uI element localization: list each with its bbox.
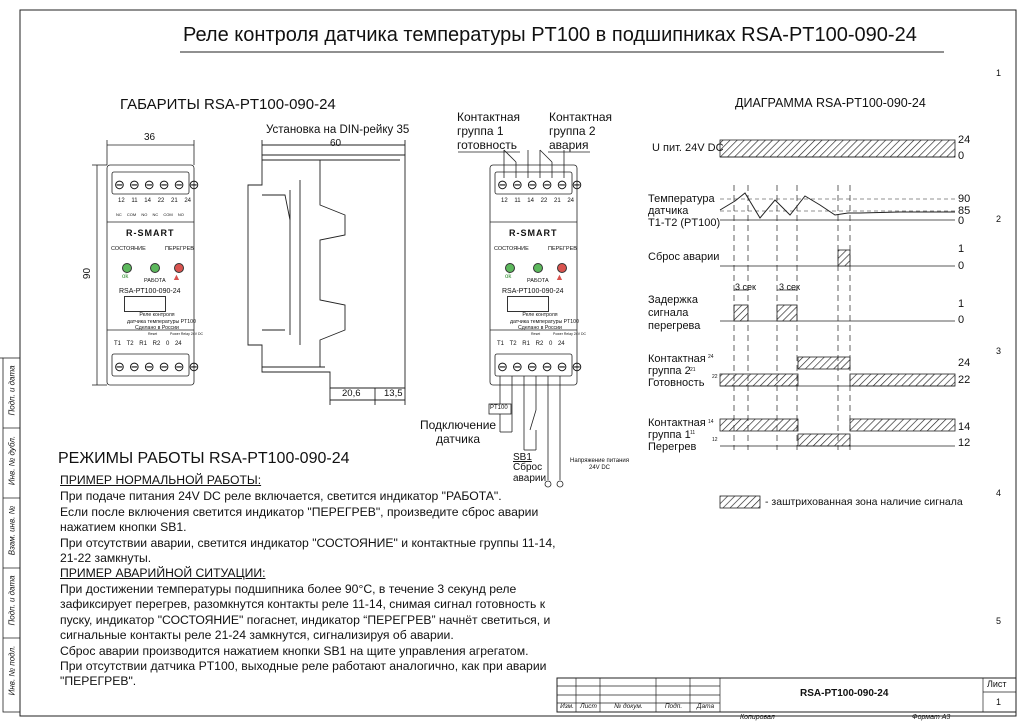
side-label: Подп. и дата	[7, 365, 17, 416]
alarm-line: зафиксирует перегрев, разомкнутся контакты реле 11-14, снимая сигнал готовность к	[60, 597, 546, 611]
reset-button-label	[513, 462, 546, 484]
cg2-contact-24: 24	[708, 354, 714, 360]
normal-line: Если после включения светится индикатор "ПЕРЕГРЕВ", произведите сброс аварии	[60, 505, 539, 519]
terminal-label: 21	[553, 198, 561, 204]
label-line: Контактная	[648, 353, 706, 365]
ok-icon: ok	[122, 274, 129, 280]
label-line: Контактная	[549, 110, 613, 124]
work-led-icon	[533, 263, 543, 273]
cg1-contact-14: 14	[708, 419, 714, 425]
reset-level-1: 1	[958, 243, 965, 255]
warning-icon: ▲	[172, 272, 181, 282]
col-label: Дата	[696, 703, 715, 710]
side-label: Взам. инв. №	[7, 505, 17, 556]
terminal-label: 0	[548, 341, 553, 347]
device-display	[124, 296, 166, 312]
cg1-contact-12: 12	[712, 437, 718, 443]
terminal-sub: NO	[141, 212, 148, 217]
label-line: Сброс	[513, 462, 543, 473]
terminal-label: 24	[557, 341, 565, 347]
alarm-line: "ПЕРЕГРЕВ".	[60, 674, 137, 688]
warning-icon: ▲	[555, 272, 564, 282]
format-label: Формат А3	[912, 714, 951, 721]
label-line: датчика	[648, 205, 689, 217]
desc-line: Сделано в России	[135, 325, 179, 331]
terminal-label: 24	[567, 198, 575, 204]
temperature-label	[648, 193, 720, 229]
alarm-line: пуску, индикатор "СОСТОЯНИЕ" погаснет, индикатор “ПЕРЕГРЕВ” начнёт светиться, и	[60, 613, 551, 627]
sensor-label	[420, 418, 496, 446]
supply-label: U пит. 24V DC	[652, 142, 724, 154]
terminal-label: R1	[139, 341, 147, 347]
work-led-icon	[150, 263, 160, 273]
label-line: сигнала	[648, 307, 689, 319]
sheet-title: Реле контроля датчика температуры PT100 в подшипниках RSA-PT100-090-24	[183, 24, 917, 46]
device-display	[507, 296, 549, 312]
ok-icon: ok	[505, 274, 512, 280]
device-description	[510, 312, 579, 332]
device-description	[127, 312, 196, 332]
power-label	[570, 458, 629, 472]
cg1-label	[648, 417, 706, 453]
terminal-label: 11	[131, 198, 138, 204]
terminal-sub: NO	[177, 212, 184, 217]
temp-level-85: 85	[958, 205, 971, 217]
zone-number: 5	[996, 616, 1002, 626]
terminal-label: T1	[497, 341, 505, 347]
delay-mark-1: 3 сек	[735, 282, 756, 292]
status-label: СОСТОЯНИЕ	[494, 246, 529, 252]
terminal-label: 14	[527, 198, 534, 204]
delay-mark-2: 3 сек	[779, 282, 800, 292]
alarm-line: сигнальные контакты реле 21-24 замкнутся, сигнализируя об аварии.	[60, 628, 454, 642]
temp-level-0: 0	[958, 215, 965, 227]
label-line: 24V DC	[588, 465, 610, 471]
wiring-terminals	[545, 481, 563, 487]
supply-level-0: 0	[958, 150, 965, 162]
cg2-contact-21: 21	[690, 367, 696, 373]
sb1-label: SB1	[513, 452, 532, 463]
desc-line: Сделано в России	[518, 325, 562, 331]
overheat-label: ПЕРЕГРЕВ	[548, 246, 577, 252]
terminal-screws-bottom: ⊖⊖⊖⊖⊖⊖	[497, 359, 587, 374]
alarm-line: При достижении температуры подшипника более 90°С, в течение 3 секунд реле	[60, 582, 517, 596]
col-label: Изм.	[560, 703, 574, 710]
timing-diagram	[720, 140, 955, 508]
terminal-bottom-labels	[114, 341, 182, 347]
side-label: Подп. и дата	[7, 575, 17, 626]
label-line: перегрева	[648, 320, 701, 332]
cg1-level-14: 14	[958, 421, 971, 433]
alarm-line: Сброс аварии производится нажатием кнопки SB1 на щите управления агрегатом.	[60, 644, 529, 658]
brand-logo: R-SMART	[126, 228, 175, 238]
label-line: Задержка	[648, 294, 698, 306]
terminal-label: 12	[501, 198, 508, 204]
label-line: Контактная	[648, 417, 706, 429]
device-model: RSA-PT100-090-24	[502, 288, 564, 295]
label-line: группа 1	[457, 124, 504, 138]
normal-line: При отсутствии аварии, светится индикатор "СОСТОЯНИЕ" и контактные группы 11-14,	[60, 536, 556, 550]
din-label: Установка на DIN-рейку 35	[266, 124, 410, 136]
dim-width-60: 60	[330, 138, 342, 149]
normal-line: нажатием кнопки SB1.	[60, 520, 187, 534]
dim-20-6: 20,6	[342, 388, 361, 399]
zone-number: 2	[996, 214, 1002, 224]
side-label: Инв. № дубл.	[7, 435, 17, 486]
alarm-heading: ПРИМЕР АВАРИЙНОЙ СИТУАЦИИ:	[60, 566, 266, 580]
group1-label	[457, 110, 520, 152]
terminal-label: 24	[174, 341, 182, 347]
legend-text: - заштрихованная зона наличие сигнала	[765, 496, 963, 508]
terminal-label: R2	[535, 341, 544, 347]
power-small-label: Power Relay 24V DC	[553, 332, 587, 336]
terminal-label: 14	[144, 198, 151, 204]
side-label: Инв. № подл.	[7, 645, 17, 696]
supply-level-24: 24	[958, 134, 971, 146]
terminal-top-labels	[118, 198, 191, 204]
desc-line: Реле контроля	[522, 312, 558, 318]
terminal-screws-top: ⊖⊖⊖⊖⊖⊖	[497, 177, 587, 192]
overheat-label: ПЕРЕГРЕВ	[165, 246, 194, 252]
dim-height-90: 90	[82, 267, 94, 280]
label-line: Температура	[648, 193, 715, 205]
cg2-level-22: 22	[958, 374, 971, 386]
label-line: датчика	[436, 432, 481, 446]
terminal-label: 22	[157, 198, 165, 204]
label-line: Подключение	[420, 418, 497, 432]
terminal-label: 22	[540, 198, 548, 204]
sheet-number: 1	[996, 697, 1002, 707]
terminal-label: 12	[118, 198, 125, 204]
status-led-icon	[505, 263, 515, 273]
alarm-line: При отсутствии датчика PT100, выходные реле работают аналогично, как при аварии	[60, 659, 547, 673]
label-line: Напряжение питания	[570, 458, 629, 464]
reset-small-label: Reset	[531, 332, 541, 336]
terminal-top-labels	[501, 198, 574, 204]
terminal-label: 21	[170, 198, 178, 204]
zone-number: 3	[996, 346, 1002, 356]
terminal-label: T2	[126, 341, 134, 347]
normal-heading: ПРИМЕР НОРМАЛЬНОЙ РАБОТЫ:	[60, 473, 262, 487]
modes-heading: РЕЖИМЫ РАБОТЫ RSA-PT100-090-24	[58, 450, 350, 467]
terminal-sub: NC	[116, 212, 122, 217]
stamp-title: RSA-PT100-090-24	[800, 688, 889, 699]
work-label: РАБОТА	[527, 278, 549, 284]
label-line: T1-T2 (PT100)	[648, 217, 721, 229]
status-label: СОСТОЯНИЕ	[111, 246, 146, 252]
pt100-sensor: PT100	[490, 405, 508, 411]
cg2-contact-22: 22	[712, 374, 718, 380]
col-label: Лист	[580, 703, 597, 710]
terminal-label: 24	[184, 198, 192, 204]
terminal-screws-bottom: ⊖⊖⊖⊖⊖⊖	[114, 359, 204, 374]
normal-line: 21-22 замкнуты.	[60, 551, 152, 565]
cg1-contact-11: 11	[690, 430, 696, 436]
label-line: Контактная	[457, 110, 521, 124]
reset-small-label: Reset	[148, 332, 158, 336]
label-line: готовность	[457, 138, 517, 152]
copied-label: Копировал	[740, 714, 775, 721]
cg2-level-24: 24	[958, 357, 971, 369]
device-side-view	[248, 140, 405, 405]
cg1-level-12: 12	[958, 437, 971, 449]
dim-13-5: 13,5	[384, 388, 403, 399]
terminal-label: R1	[522, 341, 530, 347]
dimensions-heading: ГАБАРИТЫ RSA-PT100-090-24	[120, 96, 336, 113]
delay-label	[648, 294, 700, 333]
label-line: группа 1	[648, 429, 691, 441]
label-line: Перегрев	[648, 441, 697, 453]
normal-line: При подаче питания 24V DC реле включается, светится индикатор "РАБОТА".	[60, 489, 502, 503]
power-small-label: Power Relay 24V DC	[170, 332, 204, 336]
reset-label: Сброс аварии	[648, 251, 720, 263]
col-label: Подп.	[664, 703, 683, 710]
col-label: № докум.	[614, 703, 643, 710]
group2-label	[549, 110, 612, 152]
terminal-label: 11	[514, 198, 521, 204]
desc-line: датчика температуры PT100	[510, 318, 579, 325]
work-label: РАБОТА	[144, 278, 166, 284]
label-line: группа 2	[549, 124, 596, 138]
status-led-icon	[122, 263, 132, 273]
label-line: аварии	[513, 473, 547, 484]
device-model: RSA-PT100-090-24	[119, 288, 181, 295]
diagram-heading: ДИАГРАММА RSA-PT100-090-24	[735, 96, 926, 110]
terminal-sub: COM	[126, 212, 137, 217]
reset-level-0: 0	[958, 260, 965, 272]
zone-number: 1	[996, 68, 1002, 78]
terminal-label: T2	[509, 341, 517, 347]
temp-level-90: 90	[958, 193, 971, 205]
terminal-label: 0	[165, 341, 170, 347]
terminal-label: R2	[152, 341, 161, 347]
brand-logo: R-SMART	[509, 228, 558, 238]
label-line: Готовность	[648, 377, 705, 389]
terminal-label: T1	[114, 341, 122, 347]
terminal-sub: COM	[163, 212, 173, 217]
label-line: авария	[549, 138, 589, 152]
terminal-bottom-labels	[497, 341, 565, 347]
desc-line: Реле контроля	[139, 312, 175, 318]
terminal-screws-top: ⊖⊖⊖⊖⊖⊖	[114, 177, 204, 192]
dim-width-36: 36	[144, 132, 156, 143]
desc-line: датчика температуры PT100	[127, 318, 196, 325]
delay-level-1: 1	[958, 298, 965, 310]
sheet-label: Лист	[987, 679, 1007, 689]
zone-number: 4	[996, 488, 1002, 498]
cg2-label	[648, 353, 706, 389]
terminal-sub: NC	[152, 212, 159, 217]
label-line: группа 2	[648, 365, 691, 377]
terminal-sub-labels	[116, 212, 184, 217]
delay-level-0: 0	[958, 314, 965, 326]
